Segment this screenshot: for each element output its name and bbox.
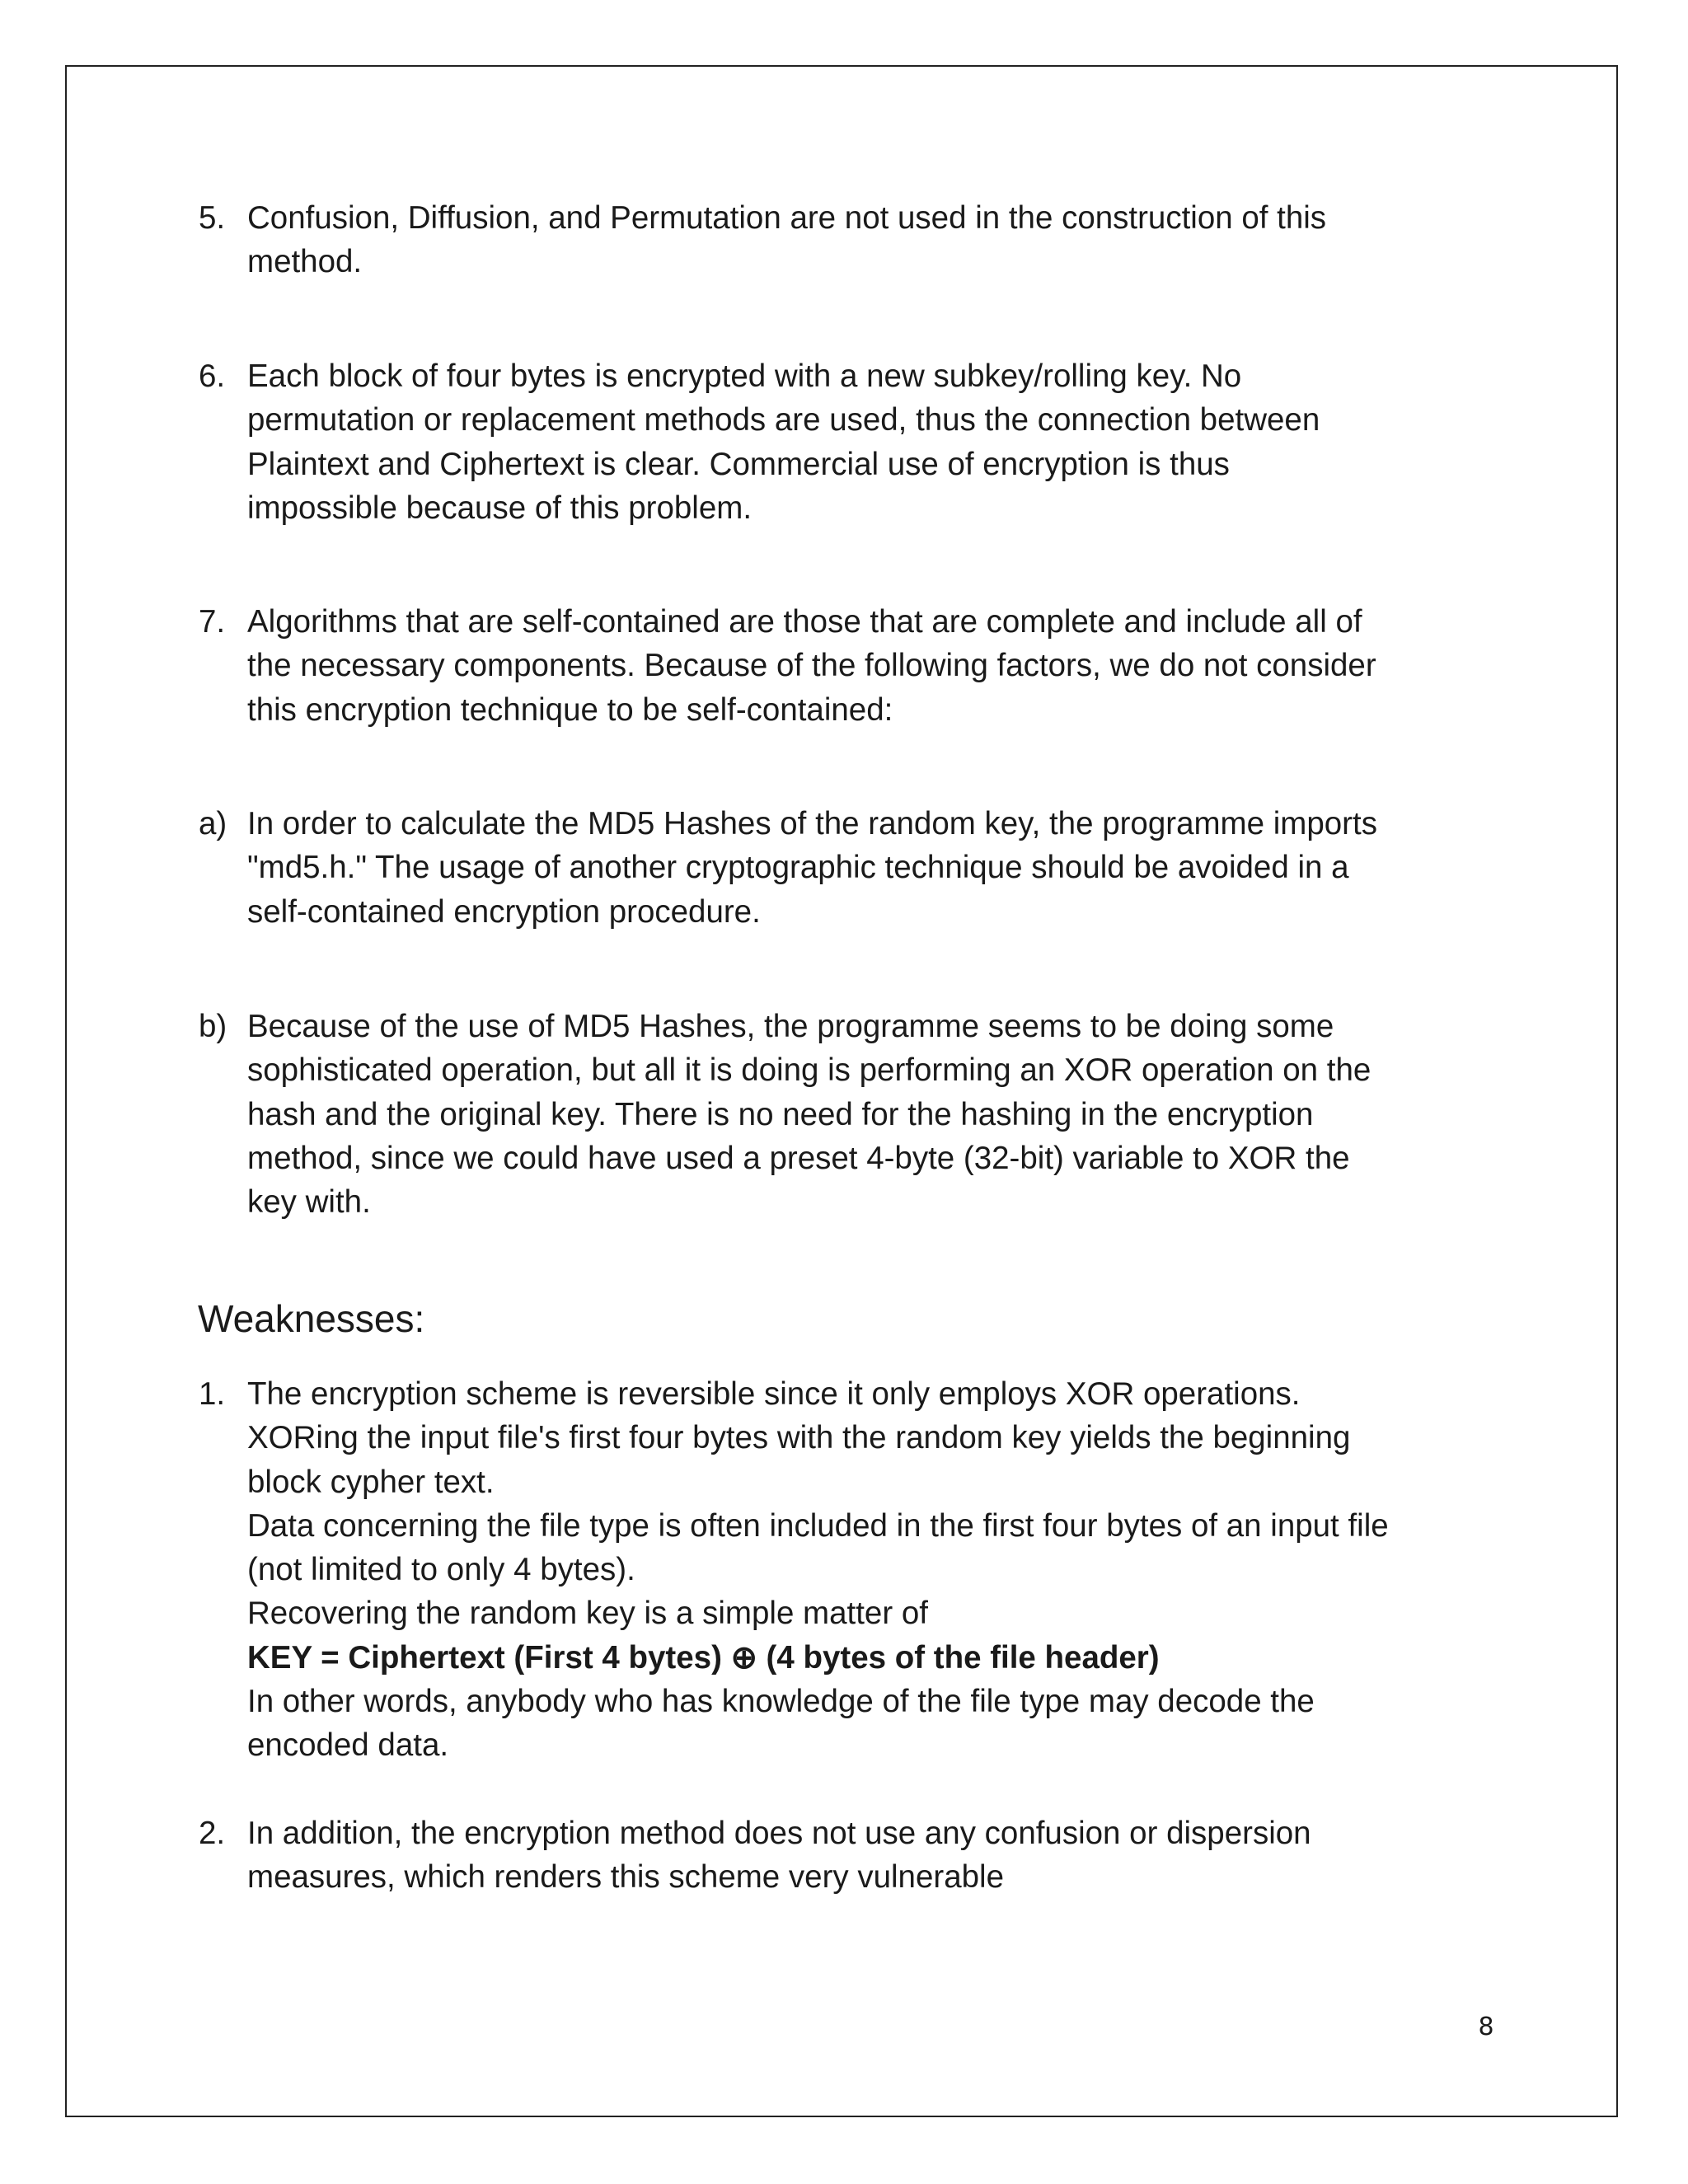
text-line: measures, which renders this scheme very vulnerable bbox=[247, 1859, 1004, 1896]
list-item-b bbox=[199, 1005, 1525, 1224]
text-line: Because of the use of MD5 Hashes, the programme seems to be doing some bbox=[247, 1009, 1334, 1044]
text-line: "md5.h." The usage of another cryptographic technique should be avoided in a bbox=[247, 850, 1349, 886]
list-marker: b) bbox=[199, 1009, 227, 1044]
text-line: method, since we could have used a preset 4-byte (32-bit) variable to XOR the bbox=[247, 1140, 1350, 1176]
list-item-a bbox=[199, 802, 1525, 934]
text-line: In order to calculate the MD5 Hashes of the random key, the programme imports bbox=[247, 806, 1377, 841]
text-line: XORing the input file's first four bytes with the random key yields the beginning bbox=[247, 1420, 1351, 1456]
list-marker: 7. bbox=[199, 604, 226, 640]
text-line: key with. bbox=[247, 1184, 371, 1221]
text-line: In other words, anybody who has knowledge of the file type may decode the bbox=[247, 1684, 1315, 1720]
weakness-item-1 bbox=[199, 1372, 1525, 1768]
text-line: method. bbox=[247, 244, 363, 280]
weakness-item-2 bbox=[199, 1811, 1525, 1900]
text-line: hash and the original key. There is no need for the hashing in the encryption bbox=[247, 1096, 1314, 1132]
text-line: impossible because of this problem. bbox=[247, 490, 753, 526]
text-line: In addition, the encryption method does not use any confusion or dispersion bbox=[247, 1816, 1311, 1851]
page-number: 8 bbox=[1478, 2013, 1494, 2041]
list-item-6 bbox=[199, 354, 1525, 530]
list-marker: 1. bbox=[199, 1376, 226, 1412]
text-line: self-contained encryption procedure. bbox=[247, 893, 761, 930]
text-line: Recovering the random key is a simple matter of bbox=[247, 1596, 928, 1632]
list-marker: 2. bbox=[199, 1816, 226, 1851]
text-line: block cypher text. bbox=[247, 1464, 495, 1500]
text-line: the necessary components. Because of the following factors, we do not consider bbox=[247, 648, 1376, 684]
text-line: (not limited to only 4 bytes). bbox=[247, 1552, 635, 1588]
text-line: permutation or replacement methods are used, thus the connection between bbox=[247, 402, 1320, 438]
list-marker: a) bbox=[199, 806, 227, 841]
text-line: this encryption technique to be self-contained: bbox=[247, 691, 893, 728]
list-marker: 5. bbox=[199, 200, 226, 236]
list-item-7 bbox=[199, 600, 1525, 732]
text-line: Plaintext and Ciphertext is clear. Commercial use of encryption is thus bbox=[247, 446, 1230, 482]
list-item-5 bbox=[199, 196, 1525, 284]
text-line: encoded data. bbox=[247, 1727, 449, 1764]
text-line: Data concerning the file type is often included in the first four bytes of an input file bbox=[247, 1507, 1389, 1544]
list-marker: 6. bbox=[199, 359, 226, 394]
text-line: sophisticated operation, but all it is doing is performing an XOR operation on the bbox=[247, 1052, 1372, 1089]
text-line: Confusion, Diffusion, and Permutation are not used in the construction of this bbox=[247, 200, 1327, 236]
text-line: Each block of four bytes is encrypted with a new subkey/rolling key. No bbox=[247, 359, 1242, 394]
text-line: Algorithms that are self-contained are those that are complete and include all of bbox=[247, 604, 1362, 640]
weaknesses-heading: Weaknesses: bbox=[198, 1297, 425, 1340]
key-formula: KEY = Ciphertext (First 4 bytes) ⊕ (4 bytes of the file header) bbox=[247, 1639, 1160, 1675]
text-line: The encryption scheme is reversible since it only employs XOR operations. bbox=[247, 1376, 1301, 1412]
